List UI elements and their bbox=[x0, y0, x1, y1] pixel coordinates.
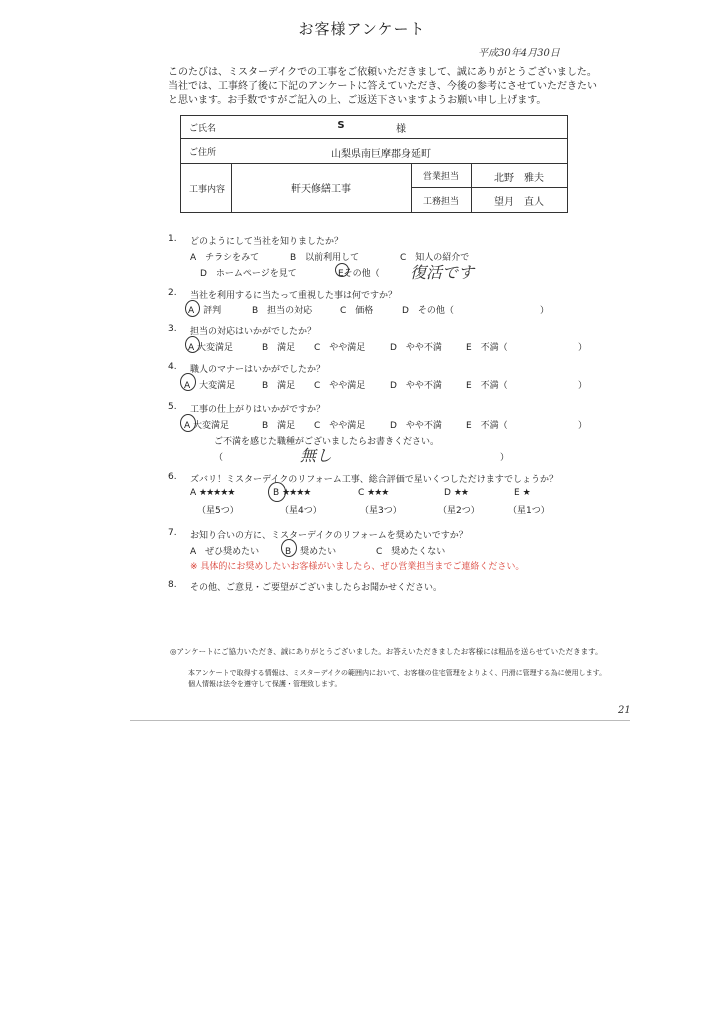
star-icon: ★ bbox=[522, 488, 530, 498]
address-row bbox=[181, 139, 567, 164]
intro-line: と思います。お手数ですがご記入の上、ご返送下さいますようお願い申し上げます。 bbox=[168, 95, 547, 106]
name-row bbox=[181, 116, 567, 139]
name-suffix: 様 bbox=[396, 124, 406, 135]
option: D やや不満 bbox=[390, 381, 442, 391]
star-icon: ★★ bbox=[453, 488, 468, 498]
rating-label: B bbox=[273, 488, 280, 498]
divider bbox=[411, 164, 412, 212]
address-value: 山梨県南巨摩郡身延町 bbox=[331, 149, 431, 160]
page-edge-divider bbox=[130, 720, 630, 721]
paren-close: ） bbox=[500, 453, 510, 463]
works-value: 望月 直人 bbox=[494, 197, 544, 208]
privacy-note: 個人情報は法令を遵守して保護・管理致します。 bbox=[188, 680, 342, 688]
option: E 不満（ bbox=[466, 421, 508, 431]
rating-caption: （星2つ） bbox=[438, 506, 480, 516]
divider bbox=[411, 187, 567, 188]
option: B 満足 bbox=[262, 343, 296, 353]
option: C 奨めたくない bbox=[376, 547, 446, 557]
option: C やや満足 bbox=[314, 421, 366, 431]
divider bbox=[231, 164, 232, 212]
option-selected: A 大変満足 bbox=[184, 381, 236, 391]
intro-text bbox=[168, 66, 638, 108]
rating-caption: （星4つ） bbox=[280, 506, 322, 516]
question-number: 6. bbox=[168, 472, 177, 482]
rating-caption: （星1つ） bbox=[508, 506, 550, 516]
option-paren: ） bbox=[540, 306, 550, 316]
question-text: 当社を利用するに当たって重視した事は何ですか？ bbox=[190, 291, 398, 301]
option-selected: A 評判 bbox=[188, 306, 222, 316]
option: D やや不満 bbox=[390, 421, 442, 431]
question-text: 担当の対応はいかがでしたか？ bbox=[190, 327, 317, 337]
option: B 満足 bbox=[262, 421, 296, 431]
rating-option bbox=[514, 488, 530, 498]
star-icon: ★★★★★ bbox=[199, 488, 235, 498]
question-number: 2. bbox=[168, 288, 177, 298]
option: D やや不満 bbox=[390, 343, 442, 353]
paren-open: （ bbox=[214, 453, 224, 463]
works-label: 工務担当 bbox=[422, 197, 459, 207]
option: C やや満足 bbox=[314, 343, 366, 353]
question-text: どのようにして当社を知りましたか？ bbox=[190, 237, 344, 247]
question-subtext: ご不満を感じた職種がございましたらお書きください。 bbox=[214, 437, 440, 447]
question-number: 4. bbox=[168, 362, 177, 372]
question-text: 工事の仕上がりはいかがですか？ bbox=[190, 405, 326, 415]
option: D その他（ bbox=[402, 306, 454, 316]
survey-date: 平成30年4月30日 bbox=[478, 48, 560, 59]
option-selected: A 大変満足 bbox=[184, 421, 230, 431]
address-label: ご住所 bbox=[189, 148, 217, 158]
question-number: 7. bbox=[168, 528, 177, 538]
option: C 知人の紹介で bbox=[400, 253, 470, 263]
thanks-note: ◎アンケートにご協力いただき、誠にありがとうございました。お答えいただきましたお客様には粗品を送らせていただきます。 bbox=[170, 647, 603, 656]
name-label: ご氏名 bbox=[189, 124, 217, 134]
rating-option bbox=[190, 488, 234, 498]
divider bbox=[471, 164, 472, 212]
option: E 不満（ bbox=[466, 343, 508, 353]
intro-line: 当社では、工事終了後に下記のアンケートに答えていただき、今後の参考にさせていただきたい bbox=[168, 81, 597, 92]
question-text: お知り合いの方に、ミスターデイクのリフォームを奨めたいですか？ bbox=[190, 531, 468, 541]
sales-label: 営業担当 bbox=[422, 172, 459, 182]
option: B 担当の対応 bbox=[252, 306, 313, 316]
handwritten-answer: 復活です bbox=[410, 263, 475, 282]
page-mark: 21 bbox=[618, 705, 631, 716]
rating-label: D bbox=[444, 488, 451, 498]
star-icon: ★★★★ bbox=[282, 488, 311, 498]
handwritten-answer: 無し bbox=[300, 446, 333, 465]
rating-option bbox=[358, 488, 388, 498]
question-number: 5. bbox=[168, 402, 177, 412]
option-paren: ） bbox=[578, 343, 588, 353]
option: C やや満足 bbox=[314, 381, 366, 391]
page-title: お客様アンケート bbox=[298, 20, 426, 38]
customer-info-table bbox=[180, 115, 568, 213]
question-number: 1. bbox=[168, 234, 177, 244]
name-value: S bbox=[337, 120, 345, 131]
question-text: 職人のマナーはいかがでしたか？ bbox=[190, 365, 326, 375]
rating-label: E bbox=[514, 488, 520, 498]
option-selected: Eその他（ bbox=[338, 269, 380, 279]
question-number: 3. bbox=[168, 324, 177, 334]
star-icon: ★★★ bbox=[367, 488, 389, 498]
sales-value: 北野 雅夫 bbox=[494, 173, 544, 184]
option: A チラシをみて bbox=[190, 253, 260, 263]
option: B 以前利用して bbox=[290, 253, 360, 263]
question-text: その他、ご意見・ご要望がございましたらお聞かせください。 bbox=[190, 583, 443, 593]
option: A ぜひ奨めたい bbox=[190, 547, 260, 557]
option: C 価格 bbox=[340, 306, 374, 316]
work-label: 工事内容 bbox=[189, 185, 226, 195]
work-value: 軒天修繕工事 bbox=[291, 184, 351, 195]
rating-caption: （星5つ） bbox=[197, 506, 239, 516]
rating-option-selected bbox=[273, 488, 310, 498]
option-selected: B 奨めたい bbox=[285, 547, 337, 557]
referral-note: ※ 具体的にお奨めしたいお客様がいましたら、ぜひ営業担当までご連絡ください。 bbox=[190, 562, 525, 572]
rating-label: C bbox=[358, 488, 365, 498]
rating-label: A bbox=[190, 488, 197, 498]
option-selected: A 大変満足 bbox=[188, 343, 234, 353]
option: D ホームページを見て bbox=[200, 269, 297, 279]
intro-line: このたびは、ミスターデイクでの工事をご依頼いただきまして、誠にありがとうございました。 bbox=[168, 67, 597, 78]
privacy-note: 本アンケートで取得する情報は、ミスターデイクの範囲内において、お客様の住宅管理をよりよく、円滑に管理する為に使用します。 bbox=[188, 669, 607, 677]
rating-option bbox=[444, 488, 468, 498]
rating-caption: （星3つ） bbox=[360, 506, 402, 516]
question-text: ズバリ！ミスターデイクのリフォーム工事、総合評価で星いくつしただけますでしょうか？ bbox=[190, 475, 559, 485]
option-paren: ） bbox=[578, 421, 588, 431]
question-number: 8. bbox=[168, 580, 177, 590]
option-paren: ） bbox=[578, 381, 588, 391]
option: E 不満（ bbox=[466, 381, 508, 391]
option: B 満足 bbox=[262, 381, 296, 391]
